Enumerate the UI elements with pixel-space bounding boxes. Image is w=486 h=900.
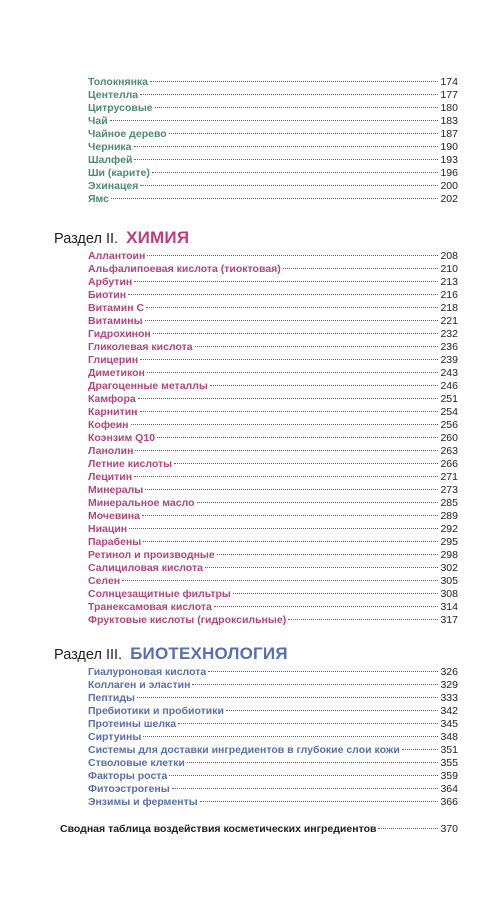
entry-page: 216 [440,289,458,301]
entry-page: 210 [440,263,458,275]
entry-label: Солнцезащитные фильтры [88,588,231,600]
entry-label: Цитрусовые [88,102,153,114]
entry-page: 273 [440,484,458,496]
entry-label: Диметикон [88,367,145,379]
entry-page: 326 [440,666,458,678]
entry-label: Арбутин [88,276,133,288]
dot-leader [145,320,439,321]
entry-label: Ниацин [88,523,128,535]
toc-entry[interactable] [88,432,458,445]
toc-entry[interactable] [88,367,458,380]
dot-leader [152,172,439,173]
entry-page: 196 [440,167,458,179]
entry-label: Ретинол и производные [88,549,215,561]
entry-page: 329 [440,679,458,691]
dot-leader [147,372,439,373]
toc-entry[interactable] [88,276,458,289]
dot-leader [217,554,439,555]
dot-leader [145,489,438,490]
toc-entry[interactable] [88,666,458,679]
entry-label: Витамины [88,315,143,327]
dot-leader [169,133,439,134]
entry-label: Камфора [88,393,136,405]
entry-label: Гликолевая кислота [88,341,193,353]
entry-page: 345 [440,718,458,730]
entry-label: Коллаген и эластин [88,679,191,691]
toc-entry[interactable] [88,141,458,154]
dot-leader [192,684,438,685]
dot-leader [200,801,439,802]
toc-entry[interactable] [88,497,458,510]
entry-label: Альфалипоевая кислота (тиоктовая) [88,263,281,275]
entry-label: Селен [88,575,121,587]
toc-entry[interactable] [88,406,458,419]
entry-label: Ямс [88,193,110,205]
dot-leader [197,502,439,503]
toc-entry[interactable] [88,445,458,458]
entry-label: Толокнянка [88,76,149,88]
dot-leader [178,723,438,724]
section-2-heading [54,228,189,248]
toc-entry[interactable] [88,458,458,471]
dot-leader [169,775,438,776]
dot-leader [226,710,439,711]
entry-page: 208 [440,250,458,262]
toc-entry[interactable] [88,128,458,141]
entry-page: 308 [440,588,458,600]
entry-page: 314 [440,601,458,613]
toc-entry[interactable] [88,731,458,744]
entry-page: 221 [440,315,458,327]
dot-leader [143,736,438,737]
dot-leader [140,94,438,95]
toc-entry[interactable] [88,115,458,128]
entry-label: Ши (карите) [88,167,150,179]
entry-page: 174 [440,76,458,88]
entry-label: Аллантоин [88,250,146,262]
entry-page: 183 [440,115,458,127]
entry-page: 317 [440,614,458,626]
entry-label: Минералы [88,484,144,496]
dot-leader [140,185,438,186]
entry-label: Летние кислоты [88,458,173,470]
toc-entry[interactable] [88,575,458,588]
dot-leader [111,198,438,199]
toc-entry[interactable] [88,341,458,354]
entry-page: 251 [440,393,458,405]
toc-entry[interactable] [88,167,458,180]
entry-label: Системы для доставки ингредиентов в глубокие слои кожи [88,744,400,756]
toc-entry[interactable] [88,510,458,523]
dot-leader [205,567,439,568]
entry-label: Фруктовые кислоты (гидроксильные) [88,614,287,626]
toc-entry[interactable] [88,419,458,432]
entry-label: Биотин [88,289,127,301]
chemistry-list [88,250,458,627]
entry-page: 295 [440,536,458,548]
dot-leader [143,541,438,542]
entry-label: Витамин С [88,302,145,314]
entry-page: 298 [440,549,458,561]
dot-leader [147,255,438,256]
toc-entry[interactable] [88,102,458,115]
entry-page: 256 [440,419,458,431]
entry-page: 232 [440,328,458,340]
entry-label: Фитоэстрогены [88,783,170,795]
dot-leader [129,528,438,529]
entry-label: Глицерин [88,354,139,366]
entry-label: Коэнзим Q10 [88,432,156,444]
entry-label: Мочевина [88,510,140,522]
toc-entry[interactable] [88,76,458,89]
entry-page: 246 [440,380,458,392]
entry-page: 187 [440,128,458,140]
entry-label: Пребиотики и пробиотики [88,705,224,717]
entry-page: 263 [440,445,458,457]
entry-label: Ланолин [88,445,134,457]
toc-entry[interactable] [88,471,458,484]
dot-leader [140,411,439,412]
toc-entry[interactable] [88,705,458,718]
dot-leader [153,333,439,334]
dot-leader [131,424,439,425]
toc-entry[interactable] [88,289,458,302]
dot-leader [146,307,438,308]
toc-entry[interactable] [88,484,458,497]
section-3-prefix: Раздел III. [54,647,123,663]
entry-page: 366 [440,796,458,808]
entry-label: Пептиды [88,692,135,704]
dot-leader [378,828,438,829]
dot-leader [135,450,438,451]
toc-entry[interactable] [88,562,458,575]
dot-leader [134,281,438,282]
entry-page: 359 [440,770,458,782]
entry-page: 239 [440,354,458,366]
entry-page: 305 [440,575,458,587]
toc-entry[interactable] [88,549,458,562]
entry-page: 243 [440,367,458,379]
dot-leader [210,385,439,386]
entry-label: Лецитин [88,471,133,483]
dot-leader [174,463,438,464]
entry-page: 355 [440,757,458,769]
dot-leader [134,159,438,160]
entry-label: Протеины шелка [88,718,177,730]
dot-leader [150,81,438,82]
section-3-heading [54,644,288,664]
entry-label: Шалфей [88,154,133,166]
section-2-prefix: Раздел II. [54,231,119,247]
toc-entry[interactable] [88,302,458,315]
entry-page: 260 [440,432,458,444]
entry-label: Гиалуроновая кислота [88,666,207,678]
entry-label: Кофеин [88,419,129,431]
entry-label: Гидрохинон [88,328,151,340]
entry-label: Факторы роста [88,770,168,782]
entry-page: 302 [440,562,458,574]
entry-label: Черника [88,141,132,153]
entry-page: 289 [440,510,458,522]
entry-page: 202 [440,193,458,205]
entry-label: Салициловая кислота [88,562,203,574]
entry-label: Эхинацея [88,180,139,192]
summary-entry[interactable] [60,822,458,836]
entry-page: 342 [440,705,458,717]
plants-list [88,76,458,206]
dot-leader [288,619,438,620]
dot-leader [140,359,438,360]
dot-leader [142,515,439,516]
dot-leader [128,294,438,295]
toc-entry[interactable] [88,679,458,692]
entry-label: Чай [88,115,108,127]
entry-page: 177 [440,89,458,101]
dot-leader [233,593,439,594]
dot-leader [134,146,439,147]
entry-label: Сиртуины [88,731,142,743]
entry-page: 333 [440,692,458,704]
entry-page: 351 [440,744,458,756]
dot-leader [157,437,438,438]
toc-entry[interactable] [88,315,458,328]
entry-label: Центелла [88,89,139,101]
toc-entry[interactable] [88,263,458,276]
entry-page: 200 [440,180,458,192]
entry-label: Минеральное масло [88,497,195,509]
toc-entry[interactable] [88,193,458,206]
dot-leader [172,788,439,789]
dot-leader [134,476,438,477]
dot-leader [122,580,438,581]
toc-entry[interactable] [88,180,458,193]
dot-leader [402,749,439,750]
summary-page: 370 [440,823,458,835]
toc-entry[interactable] [88,783,458,796]
toc-entry[interactable] [88,154,458,167]
dot-leader [138,398,439,399]
toc-entry[interactable] [88,614,458,627]
dot-leader [283,268,439,269]
entry-label: Энзимы и ферменты [88,796,198,808]
entry-page: 254 [440,406,458,418]
entry-page: 193 [440,154,458,166]
dot-leader [187,762,439,763]
toc-entry[interactable] [88,536,458,549]
toc-entry[interactable] [88,250,458,263]
toc-entry[interactable] [88,718,458,731]
dot-leader [208,671,438,672]
toc-entry[interactable] [88,744,458,757]
entry-page: 236 [440,341,458,353]
dot-leader [137,697,439,698]
toc-entry[interactable] [88,89,458,102]
toc-entry[interactable] [88,796,458,809]
toc-entry[interactable] [88,354,458,367]
entry-label: Карнитин [88,406,138,418]
toc-entry[interactable] [88,380,458,393]
entry-page: 364 [440,783,458,795]
toc-entry[interactable] [88,588,458,601]
entry-label: Парабены [88,536,142,548]
summary-label: Сводная таблица воздействия косметических ингредиентов [60,823,377,835]
entry-page: 285 [440,497,458,509]
toc-entry[interactable] [88,393,458,406]
dot-leader [214,606,439,607]
entry-label: Чайное дерево [88,128,167,140]
toc-entry[interactable] [88,770,458,783]
toc-entry[interactable] [88,601,458,614]
entry-label: Драгоценные металлы [88,380,208,392]
entry-page: 218 [440,302,458,314]
entry-label: Транексамовая кислота [88,601,212,613]
entry-page: 271 [440,471,458,483]
entry-page: 213 [440,276,458,288]
biotech-list [88,666,458,809]
entry-page: 266 [440,458,458,470]
entry-page: 180 [440,102,458,114]
entry-label: Стволовые клетки [88,757,185,769]
toc-entry[interactable] [88,692,458,705]
section-2-title: ХИМИЯ [126,228,190,247]
toc-entry[interactable] [88,328,458,341]
entry-page: 292 [440,523,458,535]
dot-leader [155,107,439,108]
dot-leader [110,120,439,121]
entry-page: 190 [440,141,458,153]
entry-page: 348 [440,731,458,743]
section-3-title: БИОТЕХНОЛОГИЯ [130,644,288,663]
toc-entry[interactable] [88,757,458,770]
toc-entry[interactable] [88,523,458,536]
dot-leader [195,346,439,347]
